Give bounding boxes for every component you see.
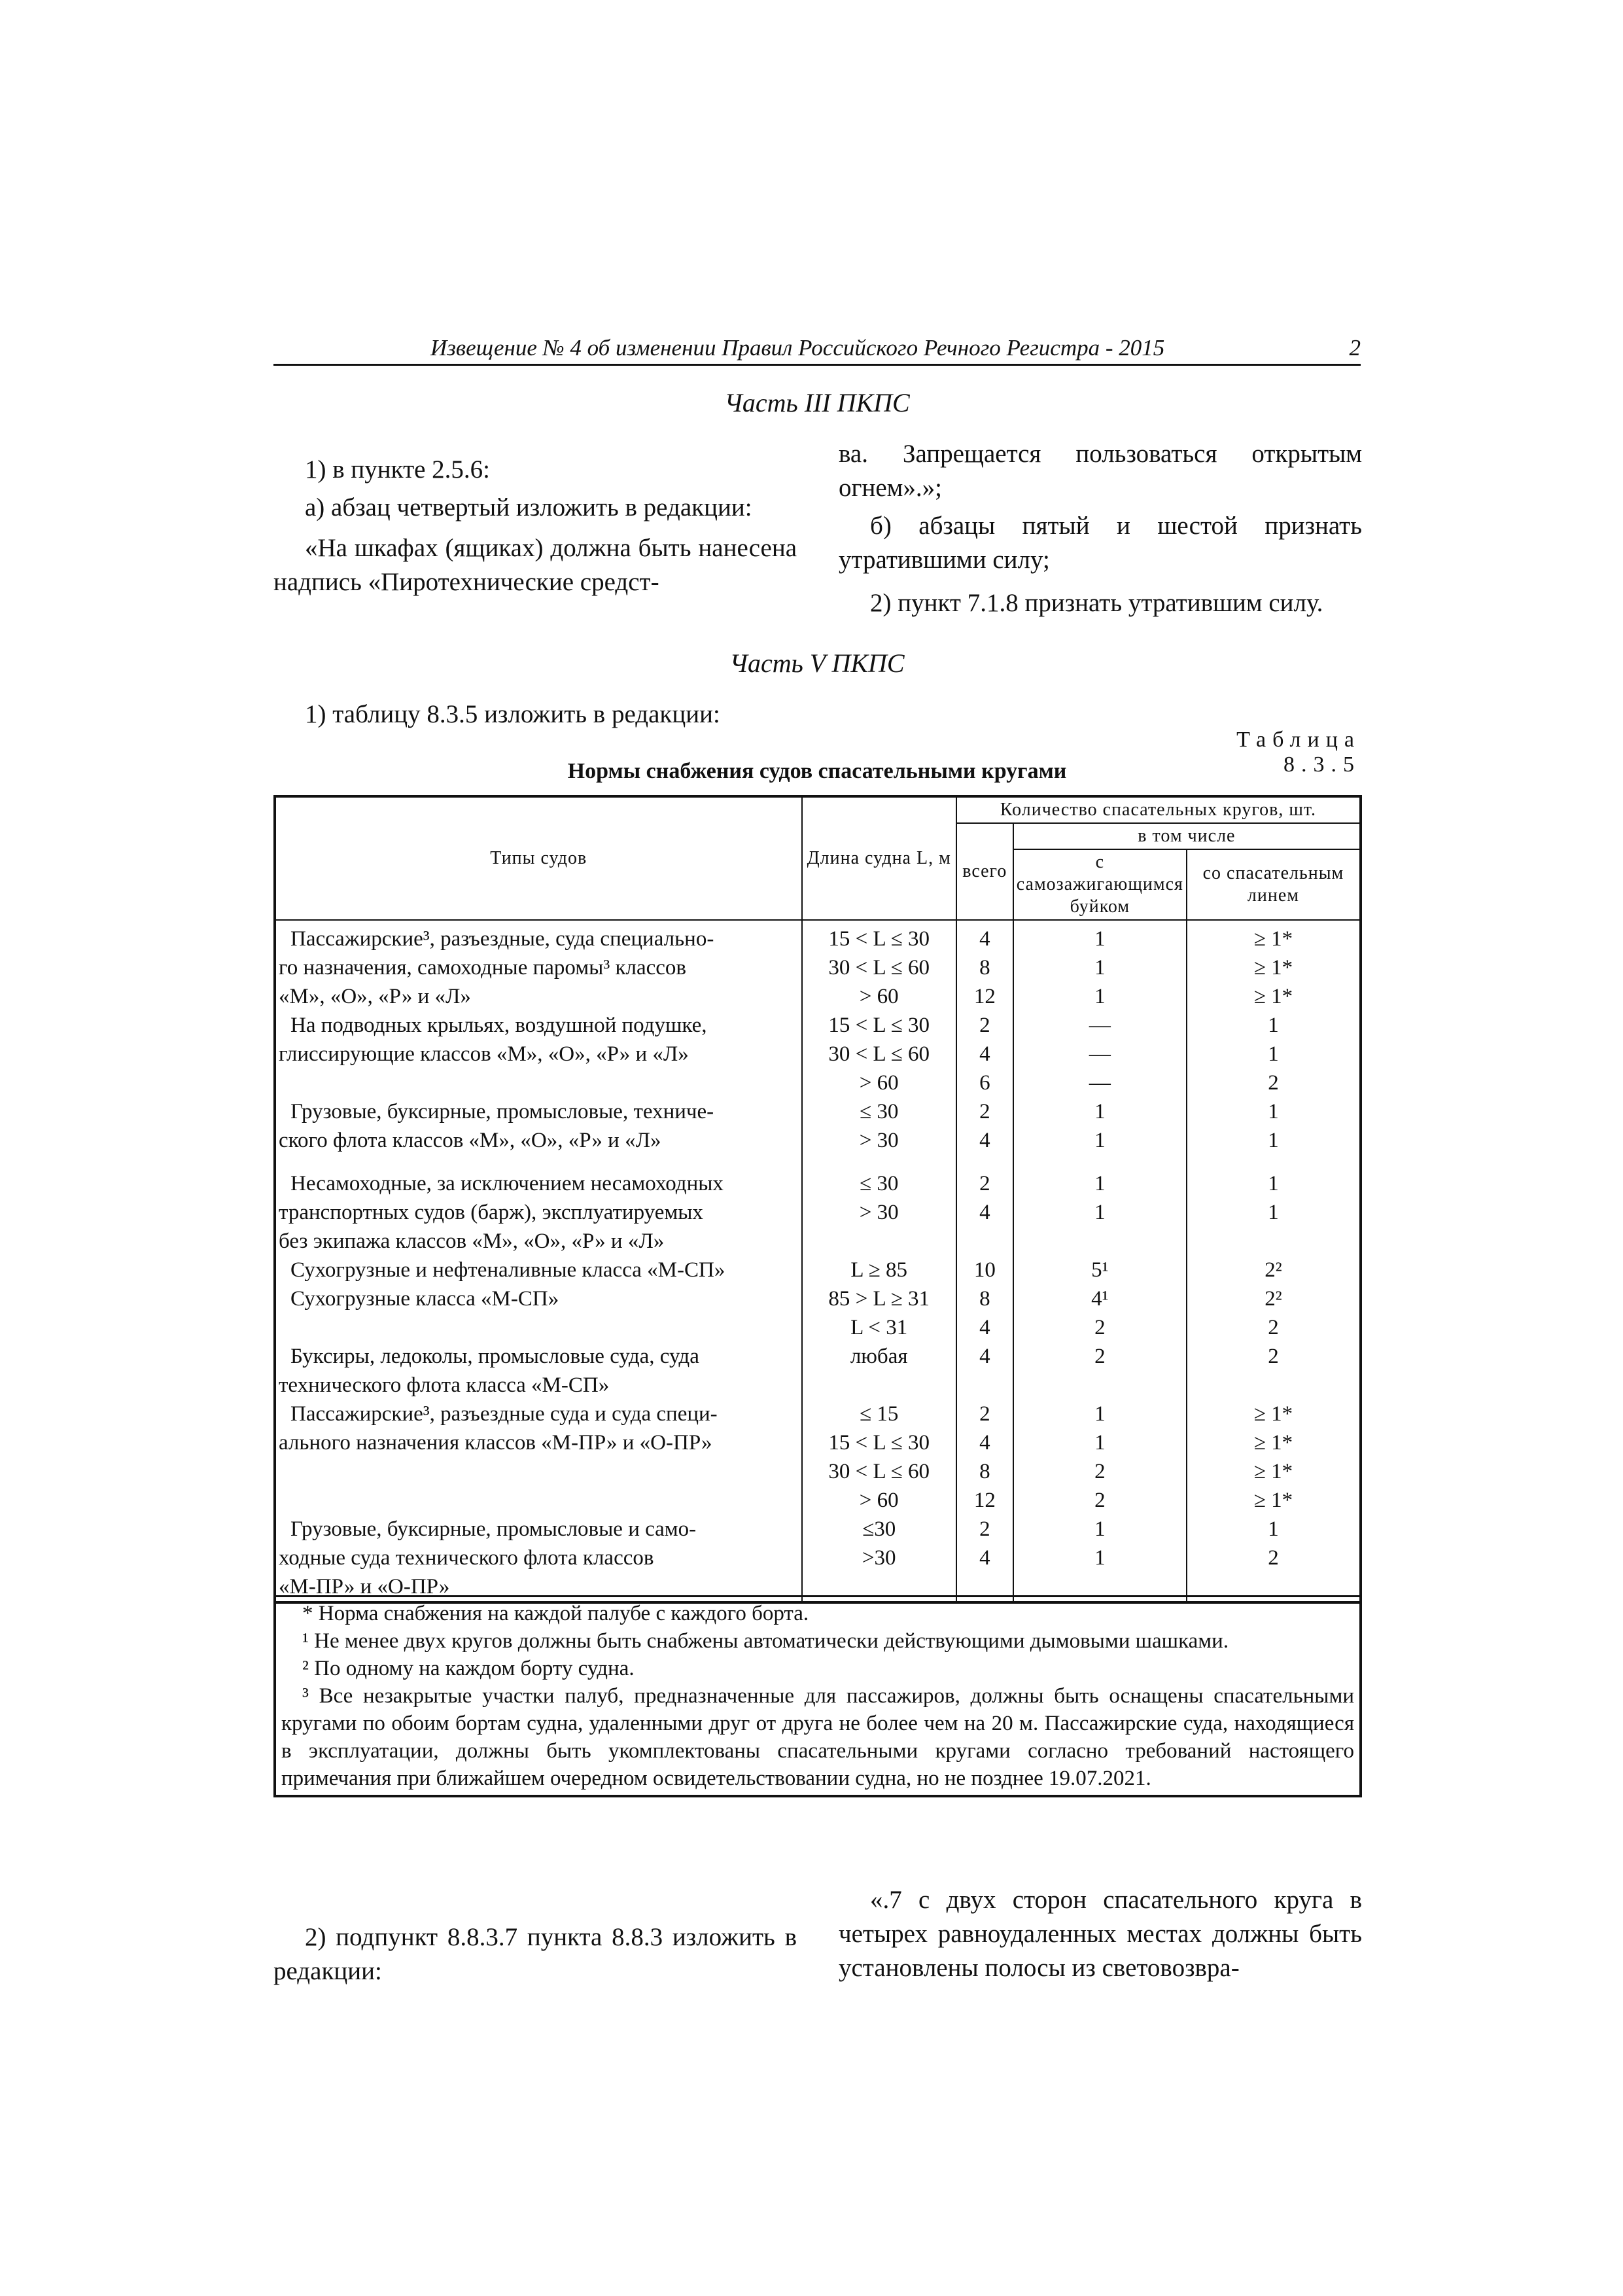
table-row [275,1097,1361,1126]
cell-length: 15 < L ≤ 30 [802,1428,956,1457]
header-ship-type: Типы судов [275,796,802,920]
paragraph: а) абзац четвертый изложить в редакции: [305,493,752,521]
cell-ship-type: Грузовые, буксирные, промысловые и само- [275,1515,802,1544]
cell-self-igniting [1013,1371,1187,1400]
cell-length: ≤30 [802,1515,956,1544]
table-row [275,982,1361,1011]
paragraph: 1) таблицу 8.3.5 изложить в редакции: [305,700,720,728]
cell-with-line: ≥ 1* [1187,982,1361,1011]
cell-with-line [1187,1227,1361,1256]
paragraph: «На шкафах (ящиках) должна быть нанесена надпись «Пиротехнические средст- [273,534,797,596]
cell-self-igniting: 1 [1013,1400,1187,1428]
cell-self-igniting: — [1013,1040,1187,1069]
cell-self-igniting [1013,1227,1187,1256]
cell-with-line: ≥ 1* [1187,1457,1361,1486]
cell-self-igniting: — [1013,1011,1187,1040]
cell-with-line: 1 [1187,1515,1361,1544]
cell-length: > 60 [802,982,956,1011]
table-row [275,1198,1361,1227]
header-length: Длина судна L, м [802,796,956,920]
note: ¹ Не менее двух кругов должны быть снабжены автоматически действующими дымовыми шашками. [302,1629,1229,1653]
table-row [275,1284,1361,1313]
cell-with-line: 1 [1187,1011,1361,1040]
table-label: Таблица 8.3.5 [1236,728,1361,777]
cell-self-igniting: 2 [1013,1486,1187,1515]
cell-ship-type: без экипажа классов «М», «О», «Р» и «Л» [275,1227,802,1256]
cell-length: L < 31 [802,1313,956,1342]
table-row [275,953,1361,982]
table-row [275,1544,1361,1572]
paragraph: 2) подпункт 8.8.3.7 пункта 8.8.3 изложить в редакции: [273,1923,797,1985]
cell-ship-type: ского флота классов «М», «О», «Р» и «Л» [275,1126,802,1155]
cell-length: > 60 [802,1069,956,1097]
running-header [273,335,1361,366]
cell-with-line: 1 [1187,1040,1361,1069]
cell-with-line: 2 [1187,1313,1361,1342]
cell-length: 15 < L ≤ 30 [802,920,956,953]
cell-length: > 60 [802,1486,956,1515]
cell-total: 8 [956,1457,1013,1486]
cell-with-line: 1 [1187,1155,1361,1198]
cell-length: ≤ 15 [802,1400,956,1428]
cell-length: 15 < L ≤ 30 [802,1011,956,1040]
paragraph: ва. Запрещается пользоваться открытым огнем».»; [839,440,1362,502]
after-right-column [839,1883,1362,1989]
cell-length [802,1227,956,1256]
cell-self-igniting: — [1013,1069,1187,1097]
cell-ship-type: Пассажирские³, разъездные суда и суда специ- [275,1400,802,1428]
cell-self-igniting: 2 [1013,1342,1187,1371]
cell-total: 4 [956,920,1013,953]
header-with-line: со спасательным линем [1187,849,1361,920]
cell-total: 2 [956,1011,1013,1040]
cell-ship-type: Грузовые, буксирные, промысловые, техниче- [275,1097,802,1126]
cell-total: 2 [956,1155,1013,1198]
cell-total: 4 [956,1198,1013,1227]
cell-length [802,1371,956,1400]
table-row [275,1313,1361,1342]
cell-with-line: 2 [1187,1544,1361,1572]
cell-ship-type: ального назначения классов «М-ПР» и «О-ПР» [275,1428,802,1457]
cell-length: > 30 [802,1126,956,1155]
cell-ship-type: го назначения, самоходные паромы³ классов [275,953,802,982]
table-row [275,1227,1361,1256]
cell-ship-type: технического флота класса «М-СП» [275,1371,802,1400]
cell-ship-type: Буксиры, ледоколы, промысловые суда, суда [275,1342,802,1371]
cell-length: > 30 [802,1198,956,1227]
cell-total: 12 [956,982,1013,1011]
cell-ship-type: «М-ПР» и «О-ПР» [275,1572,802,1602]
cell-ship-type: «М», «О», «Р» и «Л» [275,982,802,1011]
cell-total: 2 [956,1515,1013,1544]
paragraph: 2) пункт 7.1.8 признать утратившим силу. [870,589,1323,617]
table-row [275,1457,1361,1486]
note: ² По одному на каждом борту судна. [302,1657,635,1680]
cell-ship-type: глиссирующие классов «М», «О», «Р» и «Л» [275,1040,802,1069]
cell-ship-type: На подводных крыльях, воздушной подушке, [275,1011,802,1040]
cell-total: 6 [956,1069,1013,1097]
cell-with-line [1187,1371,1361,1400]
cell-total [956,1227,1013,1256]
cell-self-igniting: 5¹ [1013,1256,1187,1284]
table-row [275,1342,1361,1371]
part3-left-column [273,453,797,603]
cell-length: >30 [802,1544,956,1572]
cell-total: 8 [956,953,1013,982]
cell-length: любая [802,1342,956,1371]
cell-length: 30 < L ≤ 60 [802,953,956,982]
cell-total: 2 [956,1097,1013,1126]
table-row [275,920,1361,953]
cell-total: 8 [956,1284,1013,1313]
cell-total [956,1371,1013,1400]
paragraph: 1) в пункте 2.5.6: [305,455,491,484]
cell-self-igniting: 1 [1013,1515,1187,1544]
page-number: 2 [1349,335,1361,361]
cell-self-igniting: 2 [1013,1313,1187,1342]
cell-self-igniting: 1 [1013,1198,1187,1227]
cell-with-line: ≥ 1* [1187,1400,1361,1428]
cell-with-line: 1 [1187,1126,1361,1155]
part3-heading: Часть III ПКПС [724,388,910,417]
cell-total: 4 [956,1428,1013,1457]
paragraph: «.7 с двух сторон спасательного круга в четырех равноудаленных местах должны быть установлены полосы из световозвра- [839,1886,1362,1982]
cell-self-igniting: 1 [1013,1097,1187,1126]
cell-length: 85 > L ≥ 31 [802,1284,956,1313]
table-row [275,1011,1361,1040]
cell-self-igniting: 1 [1013,1428,1187,1457]
part3-right-column [839,437,1362,624]
cell-ship-type: Сухогрузные и нефтеналивные класса «М-СП» [275,1256,802,1284]
header-count: Количество спасательных кругов, шт. [956,796,1361,823]
table-title: Нормы снабжения судов спасательными кругами [567,759,1067,783]
table-row [275,1486,1361,1515]
cell-ship-type: Сухогрузные класса «М-СП» [275,1284,802,1313]
table-row [275,1428,1361,1457]
cell-self-igniting: 1 [1013,920,1187,953]
cell-with-line: 1 [1187,1097,1361,1126]
table-row [275,1040,1361,1069]
cell-with-line: 2 [1187,1342,1361,1371]
cell-with-line: 2² [1187,1284,1361,1313]
cell-self-igniting: 1 [1013,982,1187,1011]
cell-length: ≤ 30 [802,1097,956,1126]
note: ³ Все незакрытые участки палуб, предназначенные для пассажиров, должны быть оснащены спасательными кругами по обоим бортам судна, удаленными друг от друга не более чем на 20 м. Пассажирские суда, находящиеся в эксплуатации, должны быть укомплектованы спасательными кругами согласно требований настоящего примечания при ближайшем очередном освидетельствовании судна, но не позднее 19.07.2021. [281,1684,1354,1790]
note: * Норма снабжения на каждой палубе с каждого борта. [302,1602,809,1625]
cell-with-line: 1 [1187,1198,1361,1227]
cell-ship-type [275,1069,802,1097]
cell-total: 2 [956,1400,1013,1428]
cell-with-line: 2 [1187,1069,1361,1097]
header-title: Извещение № 4 об изменении Правил Российского Речного Регистра - 2015 [430,335,1165,361]
cell-with-line: ≥ 1* [1187,920,1361,953]
table-row [275,1371,1361,1400]
cell-self-igniting: 1 [1013,1126,1187,1155]
header-including: в том числе [1013,823,1361,849]
table-notes [273,1595,1362,1797]
cell-with-line: 2² [1187,1256,1361,1284]
cell-total: 4 [956,1126,1013,1155]
part5-heading: Часть V ПКПС [729,648,905,678]
cell-self-igniting: 1 [1013,953,1187,982]
table-row [275,1400,1361,1428]
cell-total: 4 [956,1544,1013,1572]
norms-table [273,795,1362,1604]
cell-total: 4 [956,1313,1013,1342]
cell-self-igniting: 1 [1013,1544,1187,1572]
cell-total: 4 [956,1040,1013,1069]
cell-ship-type: ходные суда технического флота классов [275,1544,802,1572]
paragraph: б) абзацы пятый и шестой признать утратившими силу; [839,512,1362,574]
cell-with-line: ≥ 1* [1187,1486,1361,1515]
table-row [275,1256,1361,1284]
cell-length: 30 < L ≤ 60 [802,1040,956,1069]
cell-self-igniting: 1 [1013,1155,1187,1198]
cell-with-line: ≥ 1* [1187,1428,1361,1457]
after-left-column [273,1920,797,1992]
header-total: всего [956,823,1013,920]
cell-ship-type: Несамоходные, за исключением несамоходных [275,1155,802,1198]
cell-ship-type [275,1457,802,1486]
cell-total: 12 [956,1486,1013,1515]
table-row [275,1155,1361,1198]
cell-with-line: ≥ 1* [1187,953,1361,982]
cell-total: 10 [956,1256,1013,1284]
header-self-igniting: с самозажигающимся буйком [1013,849,1187,920]
cell-total: 4 [956,1342,1013,1371]
table-row [275,1069,1361,1097]
cell-ship-type: транспортных судов (барж), эксплуатируемых [275,1198,802,1227]
table-row [275,1126,1361,1155]
cell-ship-type: Пассажирские³, разъездные, суда специально- [275,920,802,953]
table-row [275,1515,1361,1544]
cell-self-igniting: 4¹ [1013,1284,1187,1313]
cell-ship-type [275,1486,802,1515]
cell-length: L ≥ 85 [802,1256,956,1284]
cell-length: 30 < L ≤ 60 [802,1457,956,1486]
cell-length: ≤ 30 [802,1155,956,1198]
part5-intro [273,698,928,735]
cell-ship-type [275,1313,802,1342]
cell-self-igniting: 2 [1013,1457,1187,1486]
